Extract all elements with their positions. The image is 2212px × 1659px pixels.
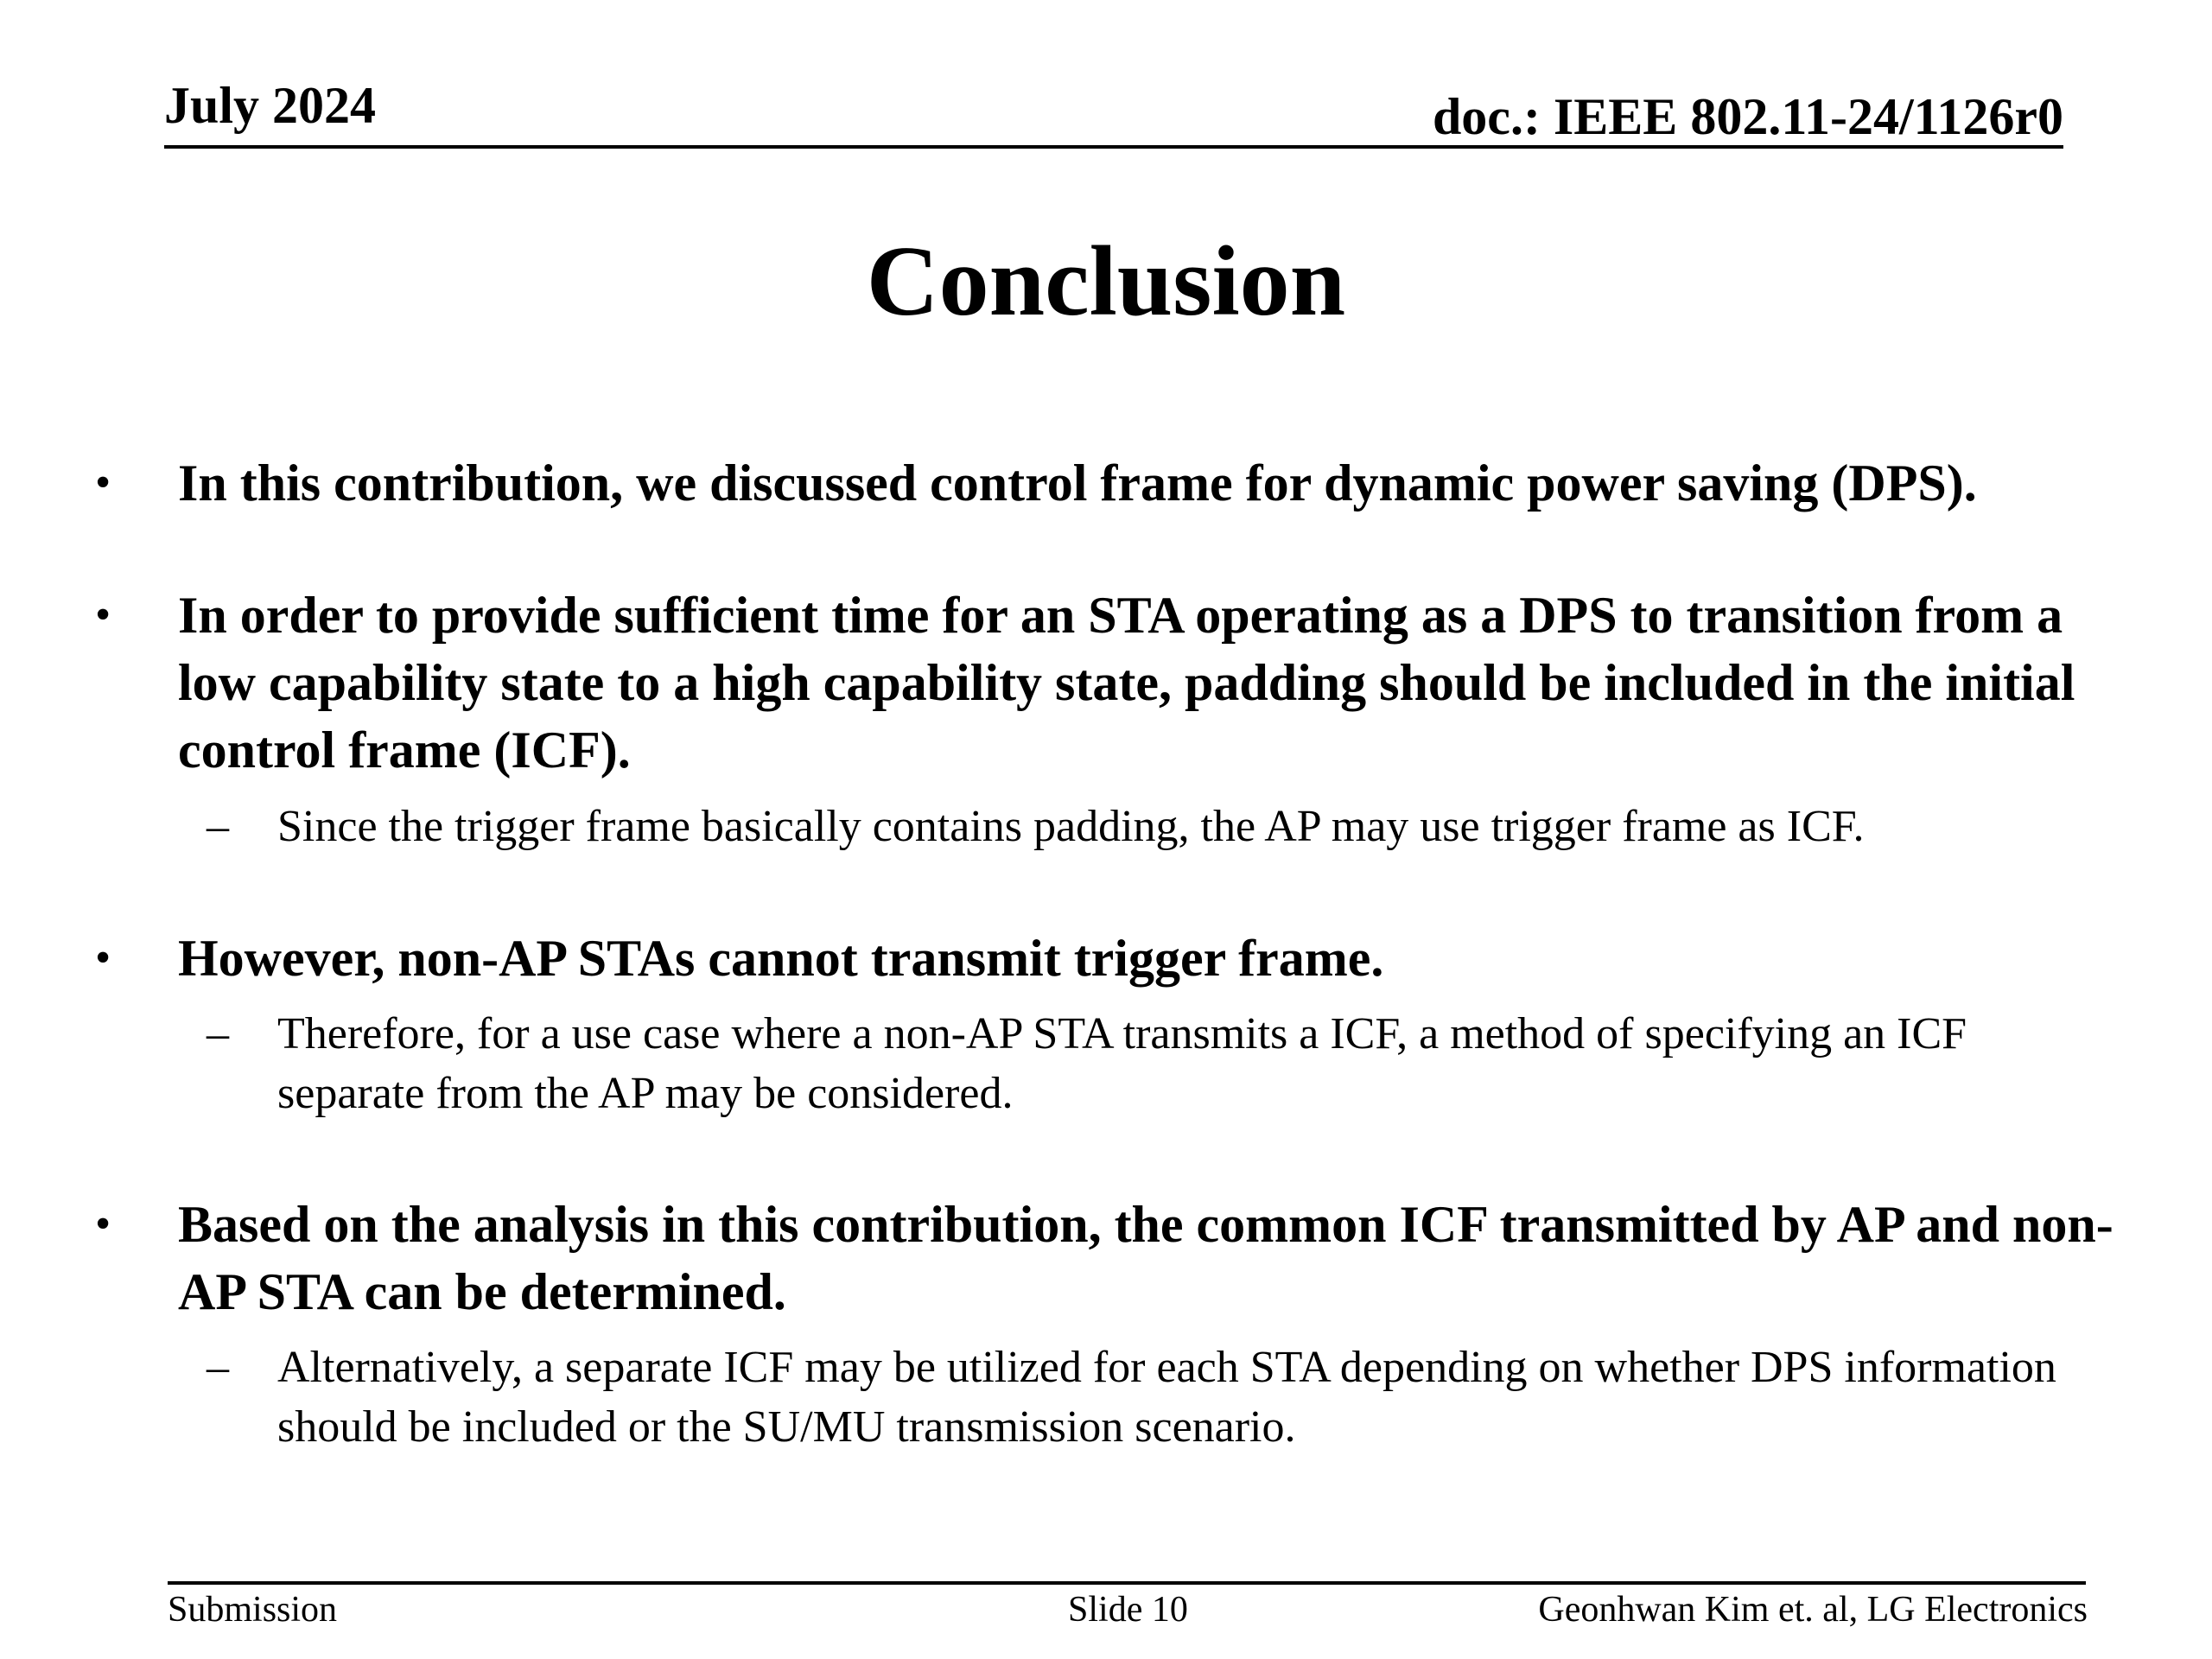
bullet-item [95, 1191, 2139, 1325]
bullet-text: Based on the analysis in this contribution, the common ICF transmitted by AP and non-AP STA can be determined. [178, 1196, 2113, 1320]
bullet-item [95, 582, 2139, 784]
sub-bullet-marker: – [207, 1343, 229, 1392]
footer-slide-number: Slide 10 [1068, 1590, 1188, 1630]
header-date: July 2024 [164, 77, 377, 134]
bullet-text: In this contribution, we discussed control frame for dynamic power saving (DPS). [178, 454, 1977, 512]
sub-bullet-item [207, 1338, 2118, 1457]
footer-divider [168, 1581, 2086, 1585]
slide-title: Conclusion [866, 226, 1346, 337]
sub-bullet-item [207, 797, 2118, 856]
footer-submission: Submission [168, 1590, 338, 1630]
sub-bullet-marker: – [207, 1009, 229, 1058]
bullet-marker: • [95, 590, 111, 639]
bullet-marker: • [95, 458, 111, 507]
sub-bullet-item [207, 1004, 2118, 1123]
footer-author: Geonhwan Kim et. al, LG Electronics [1538, 1590, 2088, 1630]
bullet-marker: • [95, 933, 111, 982]
sub-bullet-marker: – [207, 802, 229, 851]
header-doc-id: doc.: IEEE 802.11-24/1126r0 [1432, 88, 2063, 145]
sub-bullet-text: Therefore, for a use case where a non-AP STA transmits a ICF, a method of specifying an ICF separate from the AP may be considered. [277, 1009, 1967, 1118]
sub-bullet-text: Since the trigger frame basically contains padding, the AP may use trigger frame as ICF. [277, 802, 1865, 851]
sub-bullet-text: Alternatively, a separate ICF may be utilized for each STA depending on whether DPS information should be included or the SU/MU transmission scenario. [277, 1343, 2056, 1452]
bullet-item [95, 925, 2139, 992]
bullet-text: In order to provide sufficient time for an STA operating as a DPS to transition from a low capability state to a high capability state, padding should be included in the initial control frame (ICF). [178, 587, 2075, 779]
bullet-text: However, non-AP STAs cannot transmit trigger frame. [178, 930, 1384, 987]
header-divider [164, 145, 2063, 149]
bullet-item [95, 449, 2139, 517]
bullet-marker: • [95, 1199, 111, 1249]
